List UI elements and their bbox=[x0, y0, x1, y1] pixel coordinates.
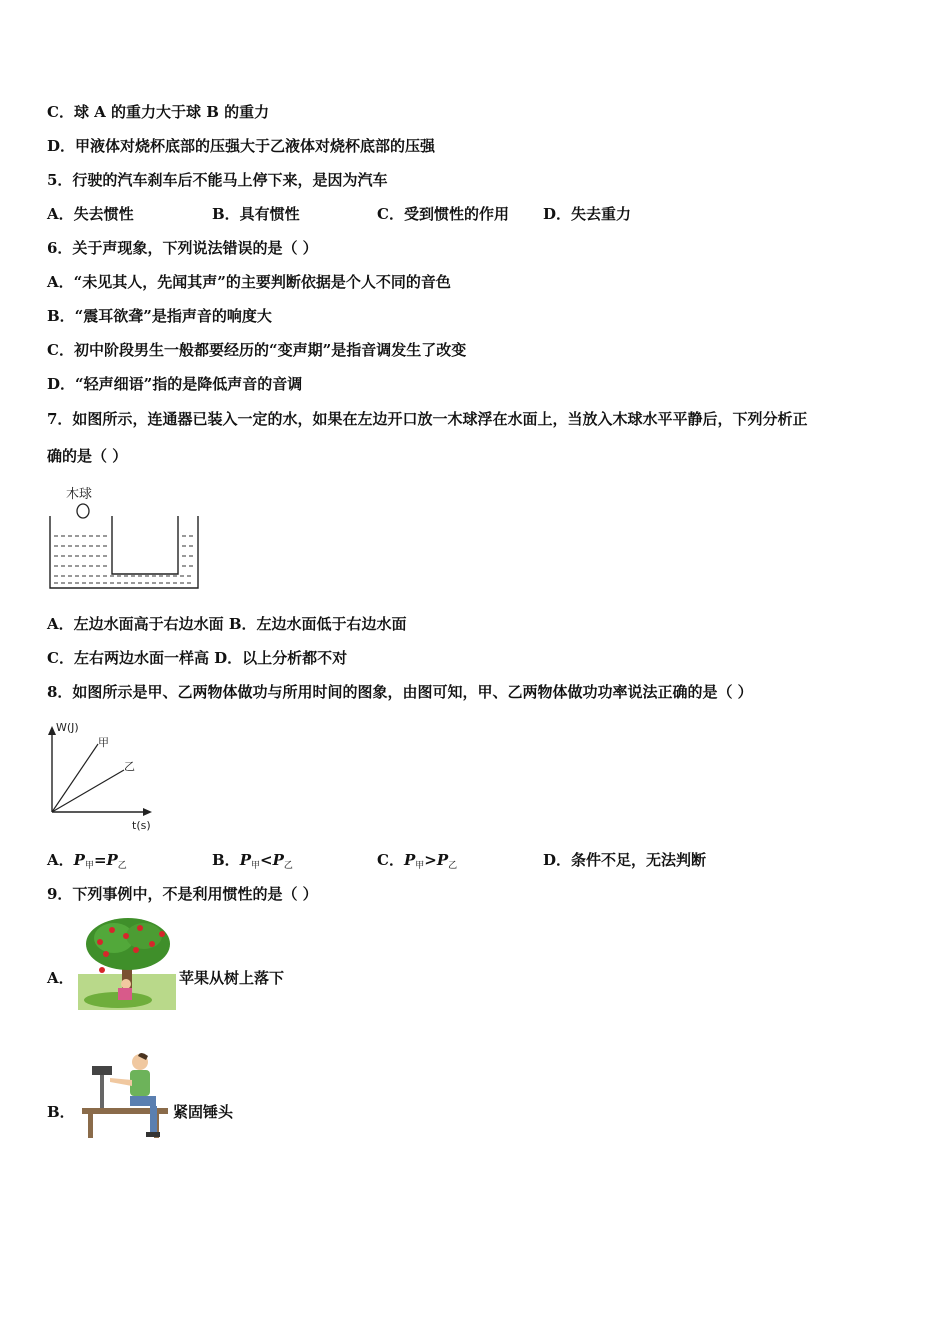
q4-option-c: C．球 A 的重力大于球 B 的重力 bbox=[47, 103, 270, 121]
q8-stem: 8．如图所示是甲、乙两物体做功与所用时间的图象，由图可知，甲、乙两物体做功功率说法正确的是（ ） bbox=[47, 683, 753, 701]
x-axis-arrow-icon bbox=[143, 808, 152, 816]
wooden-ball-icon bbox=[77, 504, 89, 518]
q8-option-a: A．$P_甲=P_乙$ bbox=[47, 851, 127, 871]
y-axis-label: W(J) bbox=[56, 721, 79, 734]
q6-option-c: C．初中阶段男生一般都要经历的“变声期”是指音调发生了改变 bbox=[47, 341, 467, 359]
q6-option-d: D．“轻声细语”指的是降低声音的音调 bbox=[47, 375, 303, 393]
apple-tree-illustration bbox=[78, 914, 176, 1010]
q7-ball-label: 木球 bbox=[66, 487, 93, 502]
water-lines bbox=[54, 536, 194, 583]
q8-work-time-graph bbox=[40, 716, 160, 836]
q7-options-cd: C．左右两边水面一样高 D．以上分析都不对 bbox=[47, 649, 348, 667]
q5-stem: 5．行驶的汽车刹车后不能马上停下来，是因为汽车 bbox=[47, 171, 388, 189]
y-axis-arrow-icon bbox=[48, 726, 56, 735]
q9-option-b-text: 紧固锤头 bbox=[173, 1103, 234, 1121]
q9-stem: 9．下列事例中，不是利用惯性的是（ ） bbox=[47, 885, 318, 903]
q6-option-a: A．“未见其人，先闻其声”的主要判断依据是个人不同的音色 bbox=[47, 273, 451, 291]
line-yi bbox=[52, 770, 124, 812]
q7-stem-line1: 7．如图所示，连通器已装入一定的水，如果在左边开口放一木球浮在水面上，当放入木球水平平静后，下列分析正 bbox=[47, 410, 808, 428]
x-axis-label: t(s) bbox=[132, 819, 151, 832]
q8-option-d: D．条件不足，无法判断 bbox=[543, 851, 707, 869]
vessel-outline bbox=[50, 516, 198, 588]
hammer-bench-illustration bbox=[80, 1050, 172, 1142]
q9-option-a-text: 苹果从树上落下 bbox=[179, 969, 285, 987]
q5-option-b: B．具有惯性 bbox=[212, 205, 300, 223]
q6-option-b: B．“震耳欲聋”是指声音的响度大 bbox=[47, 307, 272, 325]
q7-stem-line2: 确的是（ ） bbox=[47, 447, 128, 465]
q9-option-a-label: A． bbox=[47, 969, 74, 987]
q9-option-b-label: B． bbox=[47, 1103, 75, 1121]
line-yi-label: 乙 bbox=[124, 760, 135, 773]
line-jia-label: 甲 bbox=[98, 736, 109, 749]
q5-option-d: D．失去重力 bbox=[543, 205, 632, 223]
q5-option-c: C．受到惯性的作用 bbox=[377, 205, 509, 223]
q7-vessel-figure bbox=[44, 480, 204, 595]
q8-option-c: C．$P_甲>P_乙$ bbox=[377, 851, 458, 871]
q6-stem: 6．关于声现象，下列说法错误的是（ ） bbox=[47, 239, 318, 257]
q5-option-a: A．失去惯性 bbox=[47, 205, 134, 223]
q7-options-ab: A．左边水面高于右边水面 B．左边水面低于右边水面 bbox=[47, 615, 407, 633]
line-jia bbox=[52, 744, 98, 812]
q4-option-d: D．甲液体对烧杯底部的压强大于乙液体对烧杯底部的压强 bbox=[47, 137, 436, 155]
q8-option-b: B．$P_甲<P_乙$ bbox=[212, 851, 293, 871]
